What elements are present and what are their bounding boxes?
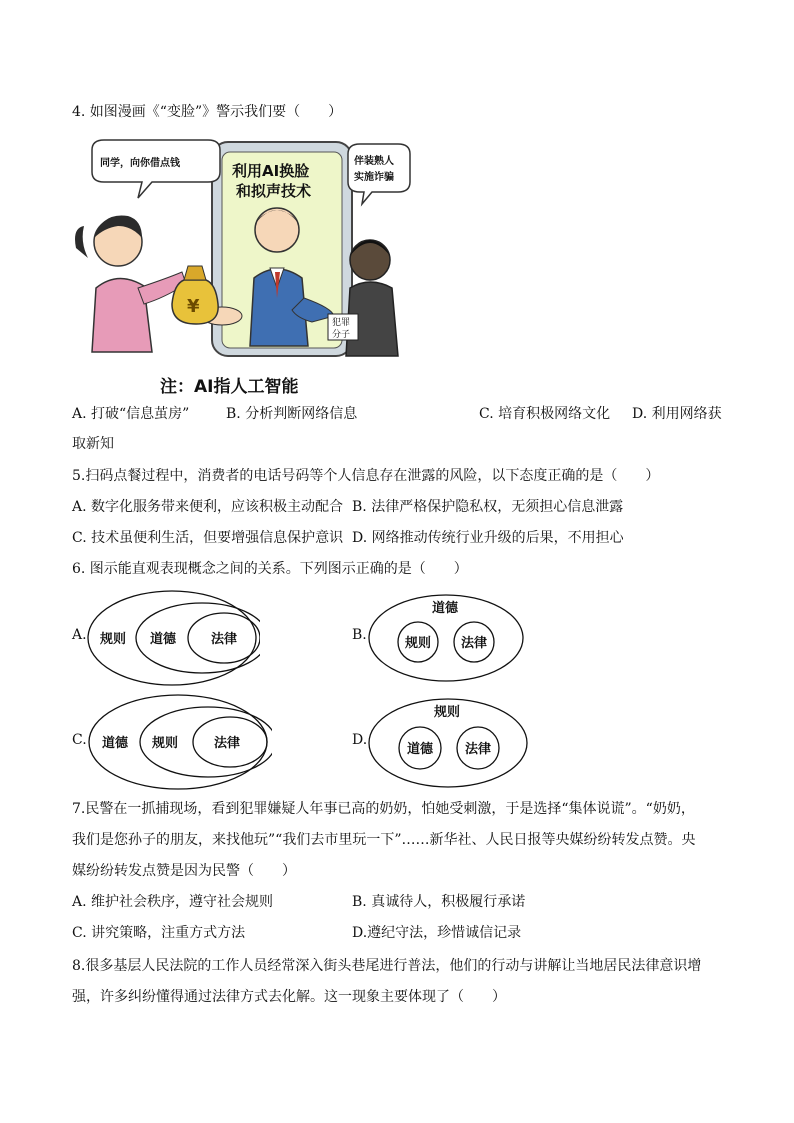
q6-option-b-diagram[interactable] xyxy=(366,592,526,684)
q6-c-middle-label: 规则 xyxy=(152,736,179,751)
q7-option-d[interactable]: D.遵纪守法，珍惜诚信记录 xyxy=(352,925,522,941)
q7-option-b[interactable]: B. 真诚待人，积极履行承诺 xyxy=(352,894,526,910)
q8-stem-line2: 强，许多纠纷懂得通过法律方式去化解。这一现象主要体现了（ ） xyxy=(72,989,506,1005)
cartoon-note: 注：AI指人工智能 xyxy=(160,377,299,397)
q6-d-left-label: 道德 xyxy=(407,742,434,757)
cartoon-image xyxy=(72,138,412,360)
q4-option-b[interactable]: B. 分析判断网络信息 xyxy=(226,406,358,422)
q6-option-c-diagram[interactable] xyxy=(86,692,272,792)
q6-a-inner-label: 法律 xyxy=(211,632,238,647)
q6-option-b-letter[interactable]: B. xyxy=(352,627,367,643)
criminal-bubble-line1: 伴装熟人 xyxy=(354,156,394,167)
q6-b-left-label: 规则 xyxy=(405,636,432,651)
money-symbol: ¥ xyxy=(187,296,200,317)
q6-option-c-letter[interactable]: C. xyxy=(72,732,87,748)
q6-stem: 6. 图示能直观表现概念之间的关系。下列图示正确的是（ ） xyxy=(72,561,468,577)
q6-c-outer-label: 道德 xyxy=(102,736,129,751)
q5-option-c[interactable]: C. 技术虽便利生活，但要增强信息保护意识 xyxy=(72,530,344,546)
q7-option-c[interactable]: C. 讲究策略，注重方式方法 xyxy=(72,925,246,941)
q7-option-a[interactable]: A. 维护社会秩序，遵守社会规则 xyxy=(72,894,274,910)
q6-b-outer-label: 道德 xyxy=(432,601,459,616)
q5-stem: 5.扫码点餐过程中，消费者的电话号码等个人信息存在泄露的风险，以下态度正确的是（ ） xyxy=(72,468,660,484)
q6-b-right-label: 法律 xyxy=(461,636,488,651)
q5-option-a[interactable]: A. 数字化服务带来便利，应该积极主动配合 xyxy=(72,499,344,515)
criminal-bubble-line2: 实施诈骗 xyxy=(354,172,394,183)
q5-option-d[interactable]: D. 网络推动传统行业升级的后果，不用担心 xyxy=(352,530,624,546)
criminal-badge-line2: 分子 xyxy=(332,330,351,340)
q7-stem-line1: 7.民警在一抓捕现场，看到犯罪嫌疑人年事已高的奶奶，怕她受刺激，于是选择“集体说谎”。“奶奶， xyxy=(72,801,695,817)
q6-d-right-label: 法律 xyxy=(465,742,492,757)
q6-option-d-diagram[interactable] xyxy=(366,696,530,790)
q6-option-d-letter[interactable]: D. xyxy=(352,732,368,748)
q5-option-b[interactable]: B. 法律严格保护隐私权，无须担心信息泄露 xyxy=(352,499,624,515)
q6-option-a-letter[interactable]: A. xyxy=(72,627,87,643)
q6-a-middle-label: 道德 xyxy=(150,632,177,647)
girl-bubble-text: 同学，向你借点钱 xyxy=(100,158,180,169)
q4-option-a[interactable]: A. 打破“信息茧房” xyxy=(72,406,190,422)
q6-option-a-diagram[interactable] xyxy=(86,588,260,688)
q8-stem-line1: 8.很多基层人民法院的工作人员经常深入街头巷尾进行普法，他们的行动与讲解让当地居民法律意识增 xyxy=(72,958,702,974)
q6-a-outer-label: 规则 xyxy=(100,632,127,647)
q4-stem: 4. 如图漫画《“变脸”》警示我们要（ ） xyxy=(72,104,343,120)
phone-title-line2: 和拟声技术 xyxy=(236,182,312,200)
q7-stem-line3: 媒纷纷转发点赞是因为民警（ ） xyxy=(72,863,296,879)
q4-option-d[interactable]: D. 利用网络获 xyxy=(632,406,722,422)
phone-title-line1: 利用AI换脸 xyxy=(232,162,310,180)
q6-c-inner-label: 法律 xyxy=(214,736,241,751)
q6-d-outer-label: 规则 xyxy=(434,705,461,720)
q4-option-d-continued: 取新知 xyxy=(72,436,114,452)
criminal-badge-line1: 犯罪 xyxy=(332,318,351,328)
q7-stem-line2: 我们是您孙子的朋友，来找他玩”“我们去市里玩一下”……新华社、人民日报等央媒纷纷转发点赞。央 xyxy=(72,832,696,848)
q4-option-c[interactable]: C. 培育积极网络文化 xyxy=(479,406,611,422)
